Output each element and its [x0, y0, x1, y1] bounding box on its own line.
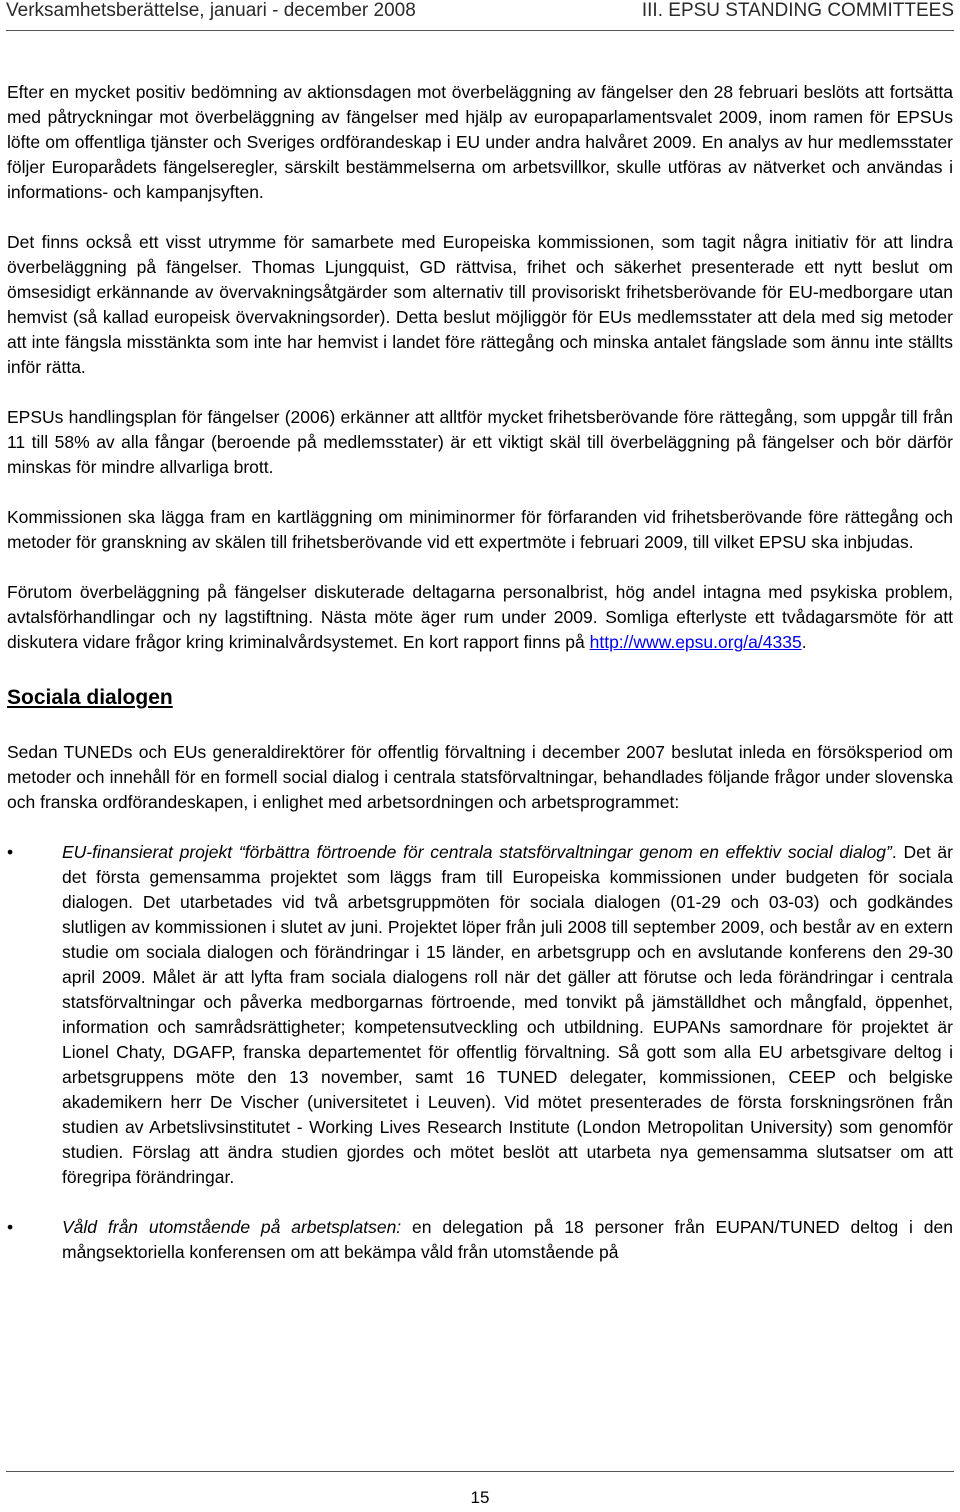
list-item	[7, 840, 953, 1190]
paragraph-with-link	[7, 580, 953, 655]
list-item-title: EU-finansierat projekt “förbättra förtroende för centrala statsförvaltningar genom en effektiv social dialog”	[62, 842, 892, 862]
document-body	[7, 80, 953, 1290]
paragraph: EPSUs handlingsplan för fängelser (2006) erkänner att alltför mycket frihetsberövande före rättegång, som uppgår till från 11 till 58% av alla fångar (beroende på medlemsstater) är ett viktigt skäl till överbeläggning på fängelser och bör därför minskas för mindre allvarliga brott.	[7, 407, 953, 477]
report-link[interactable]: http://www.epsu.org/a/4335	[589, 632, 802, 652]
paragraph-end: .	[801, 632, 807, 652]
section-intro: Sedan TUNEDs och EUs generaldirektörer för offentlig förvaltning i december 2007 beslutat inleda en försöksperiod om metoder och innehåll för en formell social dialog i centrala statsförvaltningar, behandlades följande frågor under slovenska och franska ordförandeskapen, i enlighet med arbetsordningen och arbetsprogrammet:	[7, 742, 953, 812]
paragraph: Efter en mycket positiv bedömning av aktionsdagen mot överbeläggning av fängelser den 28 februari beslöts att fortsätta med påtryckningar mot överbeläggning av fängelser med hjälp av europaparlamentsvalet 2009, inom ramen för EPSUs löfte om offentliga tjänster och Sveriges ordförandeskap i EU under andra halvåret 2009. En analys av hur medlemsstater följer Europarådets fängelseregler, särskilt bestämmelserna om arbetsvillkor, skulle utföras av nätverket och användas i informations- och kampanjsyften.	[7, 82, 953, 202]
list-item-text: . Det är det första gemensamma projektet som läggs fram till Europeiska kommissionen under budgeten för sociala dialogen. Det utarbetades vid två arbetsgruppmöten för sociala dialogen (01-29 och 03-03) och godkändes slutligen av kommissionen i slutet av juni. Projektet löper från juli 2008 till september 2009, och består av en extern studie om sociala dialogen och förändringar i 15 länder, en arbetsgrupp och en avslutande konferens den 29-30 april 2009. Målet är att lyfta fram sociala dialogens roll när det gäller att förutse och leda förändringar i centrala statsförvaltningar och påverka medborgarnas förtroende, med tonvikt på jämställdhet och mångfald, öppenhet, information och samrådsrättigheter; kompetensutveckling och utbildning. EUPANs samordnare för projektet är Lionel Chaty, DGAFP, franska departementet för offentlig förvaltning. Så gott som alla EU arbetsgivare deltog i arbetsgruppens möte den 13 november, samt 16 TUNED delegater, kommissionen, CEEP och belgiske akademikern herr De Vischer (universitetet i Leuven). Vid mötet presenterades de första forskningsrönen från studien av Arbetslivsinstitutet - Working Lives Research Institute (London Metropolitan University) som genomför studien. Förslag att ändra studien gjordes och mötet beslöt att utarbeta nya gemensamma slutsatser om att föregripa förändringar.	[62, 842, 953, 1187]
list-item-text: en delegation på 18 personer från EUPAN/TUNED deltog i den mångsektoriella konferensen om att bekämpa våld från utomstående på	[62, 1217, 953, 1262]
bullet-icon: •	[7, 1217, 14, 1237]
header-divider	[6, 30, 954, 31]
paragraph: Det finns också ett visst utrymme för samarbete med Europeiska kommissionen, som tagit några initiativ för att lindra överbeläggning på fängelser. Thomas Ljungquist, GD rättvisa, frihet och säkerhet presenterade ett nytt beslut om ömsesidigt erkännande av övervakningsåtgärder som alternativ till provisoriskt frihetsberövande för EU-medborgare utan hemvist (så kallad europeisk övervakningsorder). Detta beslut möjliggör för EUs medlemsstater att dela med sig metoder att inte fängsla misstänkta som inte har hemvist i landet före rättegång och minska antalet fängslade som ännu inte ställts inför rätta.	[7, 232, 953, 377]
header-document-title: Verksamhetsberättelse, januari - december 2008	[6, 0, 416, 21]
page-number: 15	[470, 1488, 490, 1507]
header-section-title: III. EPSU STANDING COMMITTEES	[641, 0, 954, 21]
section-heading: Sociala dialogen	[7, 686, 173, 709]
footer-divider	[6, 1471, 954, 1472]
list-item	[7, 1215, 953, 1265]
bullet-list	[7, 840, 953, 1265]
bullet-icon: •	[7, 842, 14, 862]
page-header	[0, 0, 960, 30]
paragraph-text: Förutom överbeläggning på fängelser diskuterade deltagarna personalbrist, hög andel intagna med psykiska problem, avtalsförhandlingar och ny lagstiftning. Nästa möte äger rum under 2009. Somliga efterlyste ett tvådagarsmöte för att diskutera vidare frågor kring kriminalvårdsystemet. En kort rapport finns på	[7, 582, 953, 652]
paragraph: Kommissionen ska lägga fram en kartläggning om miniminormer för förfaranden vid frihetsberövande före rättegång och metoder för granskning av skälen till frihetsberövande vid ett expertmöte i februari 2009, till vilket EPSU ska inbjudas.	[7, 507, 953, 552]
list-item-title: Våld från utomstående på arbetsplatsen:	[62, 1217, 402, 1237]
